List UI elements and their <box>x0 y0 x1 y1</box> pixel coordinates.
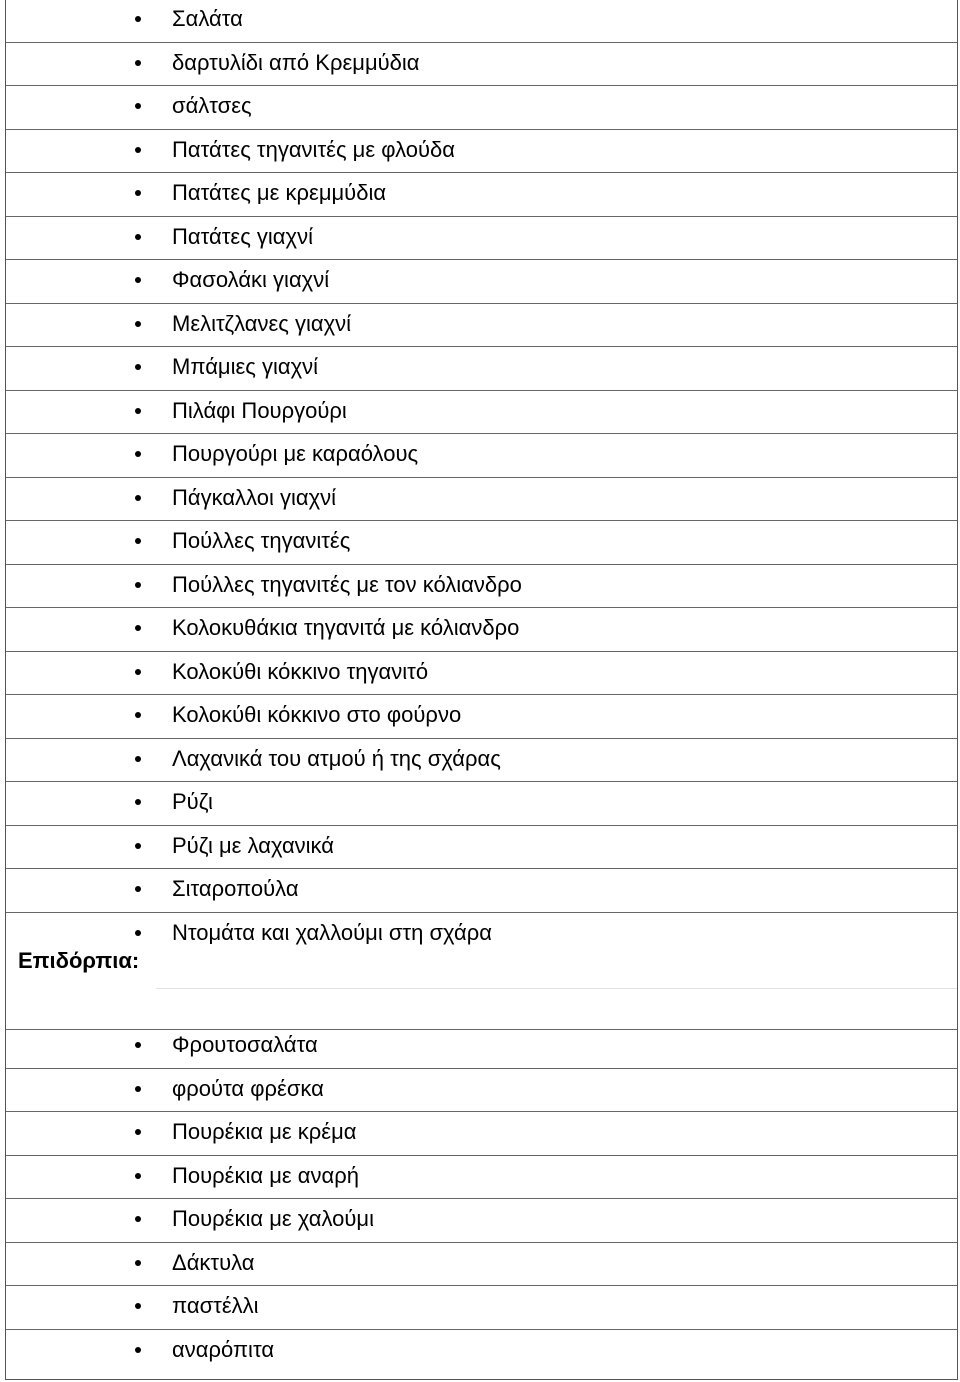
table-row <box>6 521 957 565</box>
bullet-icon <box>135 1042 141 1048</box>
bullet-icon <box>135 582 141 588</box>
table-row <box>6 1156 957 1200</box>
table-row <box>6 782 957 826</box>
list-item: Σιταροπούλα <box>172 876 299 901</box>
table-row <box>6 826 957 870</box>
list-item: Φασολάκι γιαχνί <box>172 267 330 292</box>
bullet-icon <box>135 16 141 22</box>
bullet-icon <box>135 538 141 544</box>
list-item: Πούλλες τηγανιτές <box>172 528 351 553</box>
table-row <box>6 260 957 304</box>
table-row <box>6 434 957 478</box>
table-row <box>6 478 957 522</box>
list-item: Δάκτυλα <box>172 1249 255 1275</box>
list-item: Πατάτες τηγανιτές με φλούδα <box>172 136 456 162</box>
list-item: Κολοκύθι κόκκινο στο φούρνο <box>172 702 462 727</box>
bullet-icon <box>135 1347 141 1353</box>
bullet-icon <box>135 451 141 457</box>
table-row <box>6 1112 957 1156</box>
table-row <box>6 1330 957 1374</box>
bullet-icon <box>135 495 141 501</box>
list-item: Μπάμιες γιαχνί <box>172 354 319 379</box>
bullet-icon <box>135 799 141 805</box>
table-row <box>6 1069 957 1113</box>
list-item: Ντομάτα και χαλλούμι στη σχάρα <box>172 919 492 945</box>
list-item: Λαχανικά του ατμού ή της σχάρας <box>172 745 501 771</box>
list-item: Ρύζι <box>172 789 213 814</box>
table-row <box>6 695 957 739</box>
list-item: Κολοκυθάκια τηγανιτά με κόλιανδρο <box>172 615 520 640</box>
table-row <box>6 43 957 87</box>
table-row <box>6 565 957 609</box>
list-item: Πάγκαλλοι γιαχνί <box>172 484 337 510</box>
section-divider <box>156 988 957 989</box>
list-item: Σαλάτα <box>172 6 243 31</box>
table-row <box>6 304 957 348</box>
bullet-icon <box>135 103 141 109</box>
list-item: παστέλλι <box>172 1293 259 1318</box>
bullet-icon <box>135 364 141 370</box>
list-item: Φρουτοσαλάτα <box>172 1032 318 1057</box>
list-item: Κολοκύθι κόκκινο τηγανιτό <box>172 658 429 684</box>
bullet-icon <box>135 1303 141 1309</box>
table-row <box>6 1286 957 1330</box>
table-row <box>6 1199 957 1243</box>
bullet-icon <box>135 886 141 892</box>
table-row <box>6 739 957 783</box>
list-item: Πουρέκια με αναρή <box>172 1162 359 1188</box>
bullet-icon <box>135 756 141 762</box>
bullet-icon <box>135 408 141 414</box>
list-item: Πούλλες τηγανιτές με τον κόλιανδρο <box>172 571 522 597</box>
list-item: Πατάτες με κρεμμύδια <box>172 180 387 205</box>
list-item: Πατάτες γιαχνί <box>172 223 313 249</box>
desserts-section-label: Επιδόρπια: <box>18 948 140 973</box>
list-item: σάλτσες <box>172 93 252 118</box>
table-row <box>6 130 957 174</box>
bullet-icon <box>135 321 141 327</box>
table-row <box>6 913 957 957</box>
table-row <box>6 1025 957 1069</box>
bullet-icon <box>135 277 141 283</box>
bullet-icon <box>135 712 141 718</box>
bullet-icon <box>135 1216 141 1222</box>
list-item: Ρύζι με λαχανικά <box>172 832 335 858</box>
menu-table <box>5 0 958 1380</box>
list-item: Πουργούρι με καραόλους <box>172 441 419 466</box>
table-row <box>6 869 957 913</box>
list-item: Πουρέκια με χαλούμι <box>172 1206 374 1231</box>
table-row <box>6 391 957 435</box>
table-row <box>6 608 957 652</box>
bullet-icon <box>135 1260 141 1266</box>
list-item: Πιλάφι Πουργούρι <box>172 397 347 423</box>
table-row <box>6 1243 957 1287</box>
table-row <box>6 0 957 43</box>
section-border <box>6 1029 957 1030</box>
list-item: δαρτυλίδι από Κρεμμύδια <box>172 49 420 75</box>
bullet-icon <box>135 190 141 196</box>
bullet-icon <box>135 1129 141 1135</box>
bullet-icon <box>135 60 141 66</box>
bullet-icon <box>135 1173 141 1179</box>
table-row <box>6 86 957 130</box>
list-item: Μελιτζλανες γιαχνί <box>172 310 352 336</box>
table-row <box>6 652 957 696</box>
bullet-icon <box>135 843 141 849</box>
list-item: φρούτα φρέσκα <box>172 1075 324 1101</box>
bullet-icon <box>135 1086 141 1092</box>
bullet-icon <box>135 625 141 631</box>
bullet-icon <box>135 669 141 675</box>
list-item: Πουρέκια με κρέμα <box>172 1119 357 1144</box>
table-row <box>6 173 957 217</box>
bullet-icon <box>135 147 141 153</box>
table-row <box>6 217 957 261</box>
list-item: αναρόπιτα <box>172 1336 275 1362</box>
bullet-icon <box>135 930 141 936</box>
bullet-icon <box>135 234 141 240</box>
table-row <box>6 347 957 391</box>
